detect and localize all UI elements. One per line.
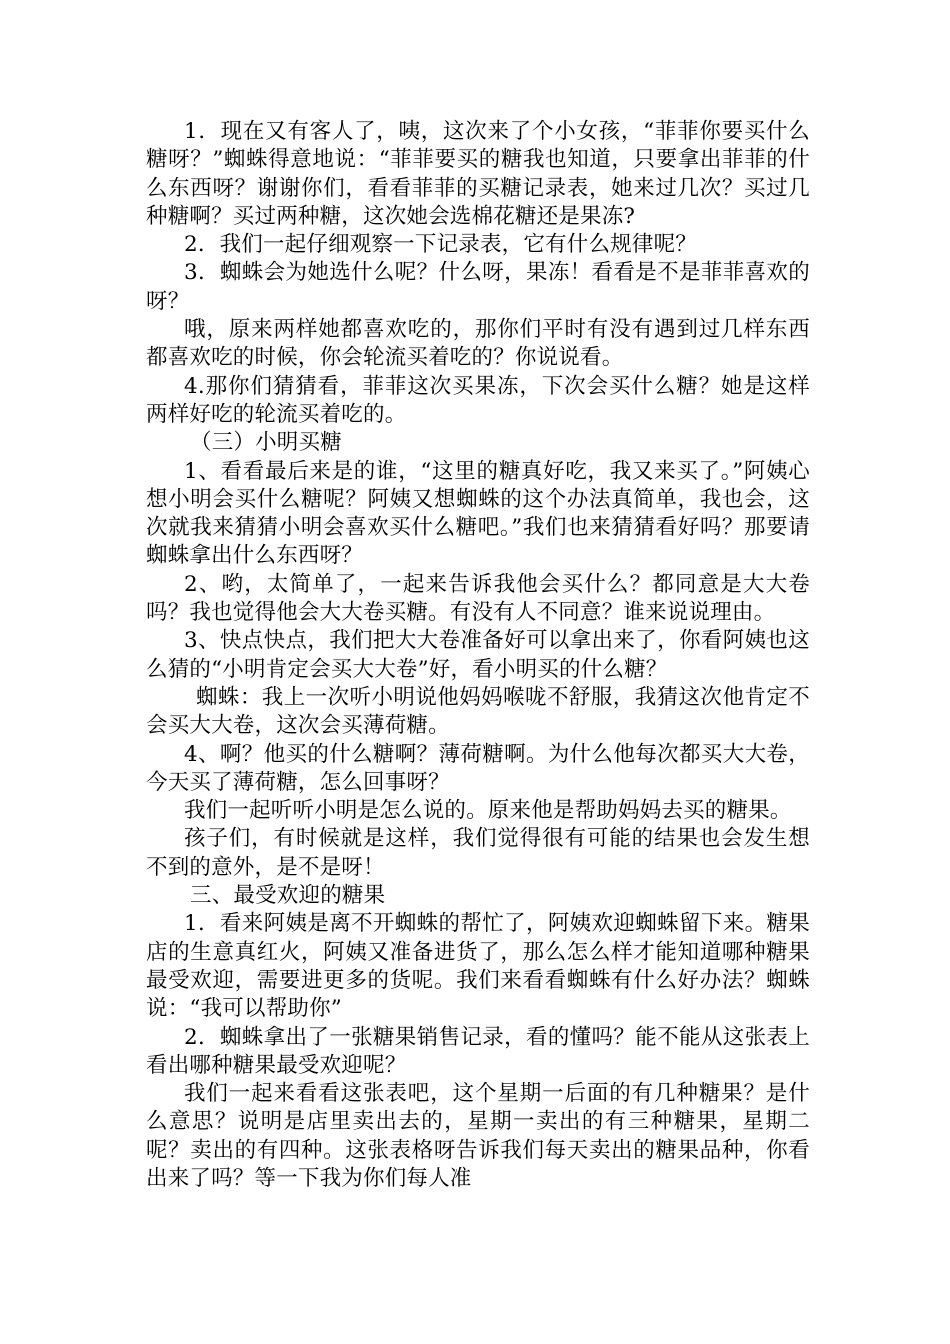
paragraph: 3、快点快点，我们把大大卷准备好可以拿出来了，你看阿姨也这么猜的“小明肯定会买大大卷”好，看小明买的什么糖？ — [146, 628, 810, 682]
paragraph: 1．看来阿姨是离不开蜘蛛的帮忙了，阿姨欢迎蜘蛛留下来。糖果店的生意真红火，阿姨又准备进货了，那么怎么样才能知道哪种糖果最受欢迎，需要进更多的货呢。我们来看看蜘蛛有什么好办法？蜘蛛说：“我可以帮助你” — [146, 911, 810, 1022]
section-heading: （三）小明买糖 — [190, 430, 342, 456]
paragraph: 哦，原来两样她都喜欢吃的，那你们平时有没有遇到过几样东西都喜欢吃的时候，你会轮流买着吃的？你说说看。 — [146, 317, 810, 371]
paragraph: 我们一起来看看这张表吧，这个星期一后面的有几种糖果？是什么意思？说明是店里卖出去的，星期一卖出的有三种糖果，星期二呢？卖出的有四种。这张表格呀告诉我们每天卖出的糖果品种，你看出来了吗？等一下我为你们每人准 — [146, 1081, 810, 1191]
paragraph: 2．蜘蛛拿出了一张糖果销售记录，看的懂吗？能不能从这张表上看出哪种糖果最受欢迎呢？ — [146, 1024, 810, 1078]
paragraph: 1、看看最后来是的谁，“这里的糖真好吃，我又来买了。”阿姨心想小明会买什么糖呢？阿姨又想蜘蛛的这个办法真简单，我也会，这次就我来猜猜小明会喜欢买什么糖吧。”我们也来猜猜看好吗？那要请蜘蛛拿出什么东西呀？ — [146, 458, 810, 569]
paragraph: 2、哟，太简单了，一起来告诉我他会买什么？都同意是大大卷吗？我也觉得他会大大卷买糖。有没有人不同意？谁来说说理由。 — [146, 571, 810, 626]
paragraph: 4.那你们猜猜看，菲菲这次买果冻，下次会买什么糖？她是这样两样好吃的轮流买着吃的。 — [146, 373, 810, 427]
paragraph: 4、啊？他买的什么糖啊？薄荷糖啊。为什么他每次都买大大卷，今天买了薄荷糖，怎么回事呀？ — [146, 741, 810, 795]
paragraph: 1．现在又有客人了，咦，这次来了个小女孩，“菲菲你要买什么糖呀？”蜘蛛得意地说：“菲菲要买的糖我也知道，只要拿出菲菲的什么东西呀？谢谢你们，看看菲菲的买糖记录表，她来过几次？买过几种糖啊？买过两种糖，这次她会选棉花糖还是果冻? — [146, 119, 810, 229]
paragraph: 2．我们一起仔细观察一下记录表，它有什么规律呢？ — [184, 232, 697, 258]
paragraph: 孩子们，有时候就是这样，我们觉得很有可能的结果也会发生想不到的意外，是不是呀！ — [146, 826, 810, 880]
body-text — [146, 118, 810, 1193]
paragraph: 蜘蛛：我上一次听小明说他妈妈喉咙不舒服，我猜这次他肯定不会买大大卷，这次会买薄荷糖。 — [146, 684, 810, 739]
paragraph: 3．蜘蛛会为她选什么呢？什么呀，果冻！看看是不是菲菲喜欢的呀？ — [146, 260, 810, 314]
paragraph: 我们一起听听小明是怎么说的。原来他是帮助妈妈去买的糖果。 — [184, 798, 792, 824]
section-heading: 三、最受欢迎的糖果 — [190, 883, 386, 909]
